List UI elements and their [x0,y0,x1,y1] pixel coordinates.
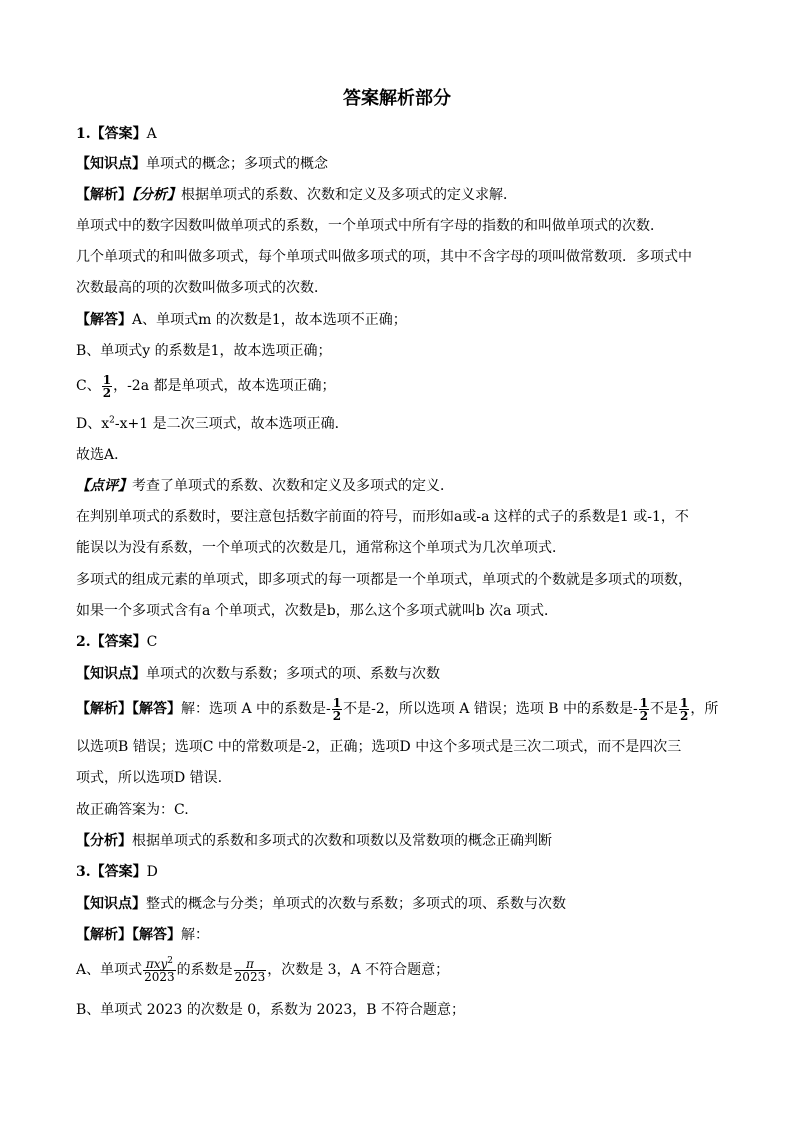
jiexi-jieda-tag: 【解析】【解答】 [76,927,181,943]
q1-number: 1. [76,126,91,142]
q2-answer-line [76,632,157,652]
fraction: $\frac{\pi}{2023}$ [234,956,266,984]
q1-knowledge-line [76,154,328,174]
jiexi-tag: 【解析】 [76,187,132,203]
q2-fenxi: 根据单项式的系数和多项式的次数和项数以及常数项的概念正确判断 [132,833,552,849]
q1-fenxi: 根据单项式的系数、次数和定义及多项式的定义求解． [181,187,517,203]
fraction: $\frac{1}{2}$ [680,695,689,723]
q1-paragraph: 在判别单项式的系数时，要注意包括数字前面的符号，而形如a或-a 这样的式子的系数是1 或-1，不 [76,509,689,525]
q1-option-c: C、 $\frac{1}{2}$ ，-2a 都是单项式，故本选项正确； [76,372,336,400]
q1-paragraph: 能误以为没有系数，一个单项式的次数是几，通常称这个单项式为几次单项式． [76,540,566,556]
q2-answer: C [146,634,158,650]
q2-knowledge: 单项式的次数与系数；多项式的项、系数与次数 [146,666,440,682]
q3-answer-line [76,862,158,882]
q1-option-d: D、$x^2-x+1$ 是二次三项式，故本选项正确． [76,415,349,432]
q2-analysis-line [76,831,552,851]
q2-conclusion: 故正确答案为：C. [76,802,189,818]
q1-paragraph: 次数最高的项的次数叫做多项式的次数． [76,280,328,296]
q3-answer: D [146,864,158,880]
q3-knowledge-line [76,894,566,914]
q2-solution-line: 【解析】【解答】解：选项 A 中的系数是- $\frac{1}{2}$ 不是-2，所以选项 A 错误；选项 B 中的系数是- $\frac{1}{2}$ 不是 $\frac{1}{2}$ ，所 [76,695,719,723]
q3-number: 3. [76,864,91,880]
q1-option-a: A、单项式m 的次数是1，故本选项不正确； [132,312,407,328]
fenxi-tag: 【分析】 [132,187,181,203]
q3-solution-line: 【解析】【解答】解： [76,927,209,943]
knowledge-tag: 【知识点】 [76,156,146,172]
q2-number: 2. [76,634,91,650]
q1-conclusion: 故选A． [76,447,129,463]
answer-tag: 【答案】 [90,126,147,142]
q1-paragraph: 如果一个多项式含有a 个单项式，次数是b，那么这个多项式就叫b 次a 项式． [76,603,558,619]
q2-paragraph: 项式，所以选项D 错误. [76,770,223,786]
jiexi-jieda-tag: 【解析】【解答】 [76,701,181,717]
q1-paragraph: 单项式中的数字因数叫做单项式的系数，一个单项式中所有字母的指数的和叫做单项式的次数． [76,218,664,234]
fraction: $\frac{1}{2}$ [102,372,112,400]
answer-tag: 【答案】 [90,864,147,880]
fraction: $\frac{\pi xy^2}{2023}$ [144,955,175,984]
q3-option-b: B、单项式 2023 的次数是 0，系数为 2023，B 不符合题意； [76,1002,465,1018]
q1-knowledge: 单项式的概念；多项式的概念 [146,156,328,172]
knowledge-tag: 【知识点】 [76,896,146,912]
q2-paragraph: 以选项B 错误；选项C 中的常数项是-2，正确；选项D 中这个多项式是三次二项式，而不是四次三 [76,739,682,755]
knowledge-tag: 【知识点】 [76,666,146,682]
q1-paragraph: 几个单项式的和叫做多项式，每个单项式叫做多项式的项，其中不含字母的项叫做常数项．多项式中 [76,249,692,265]
q2-knowledge-line [76,664,440,684]
q3-option-a: A、单项式 $\frac{\pi xy^2}{2023}$ 的系数是 $\frac{\pi}{2023}$ ，次数是 3，A 不符合题意； [76,955,450,984]
fenxi-tag: 【分析】 [76,833,132,849]
jieda-tag: 【解答】 [76,312,132,328]
q1-comment-line [76,476,454,496]
q1-answer: A [146,126,157,142]
page-title: 答案解析部分 [343,88,451,109]
q1-analysis-line [76,185,517,205]
q1-comment: 考查了单项式的系数、次数和定义及多项式的定义． [132,478,454,494]
q1-option-b: B、单项式y 的系数是1，故本选项正确； [76,343,332,359]
fraction: $\frac{1}{2}$ [639,695,649,723]
q1-answer-line [76,124,157,144]
answer-tag: 【答案】 [90,634,147,650]
dianping-tag: 【点评】 [76,478,132,494]
q1-paragraph: 多项式的组成元素的单项式，即多项式的每一项都是一个单项式，单项式的个数就是多项式的项数， [76,572,692,588]
q1-solution-line [76,310,407,330]
q3-knowledge: 整式的概念与分类；单项式的次数与系数；多项式的项、系数与次数 [146,896,566,912]
fraction: $\frac{1}{2}$ [332,695,342,723]
